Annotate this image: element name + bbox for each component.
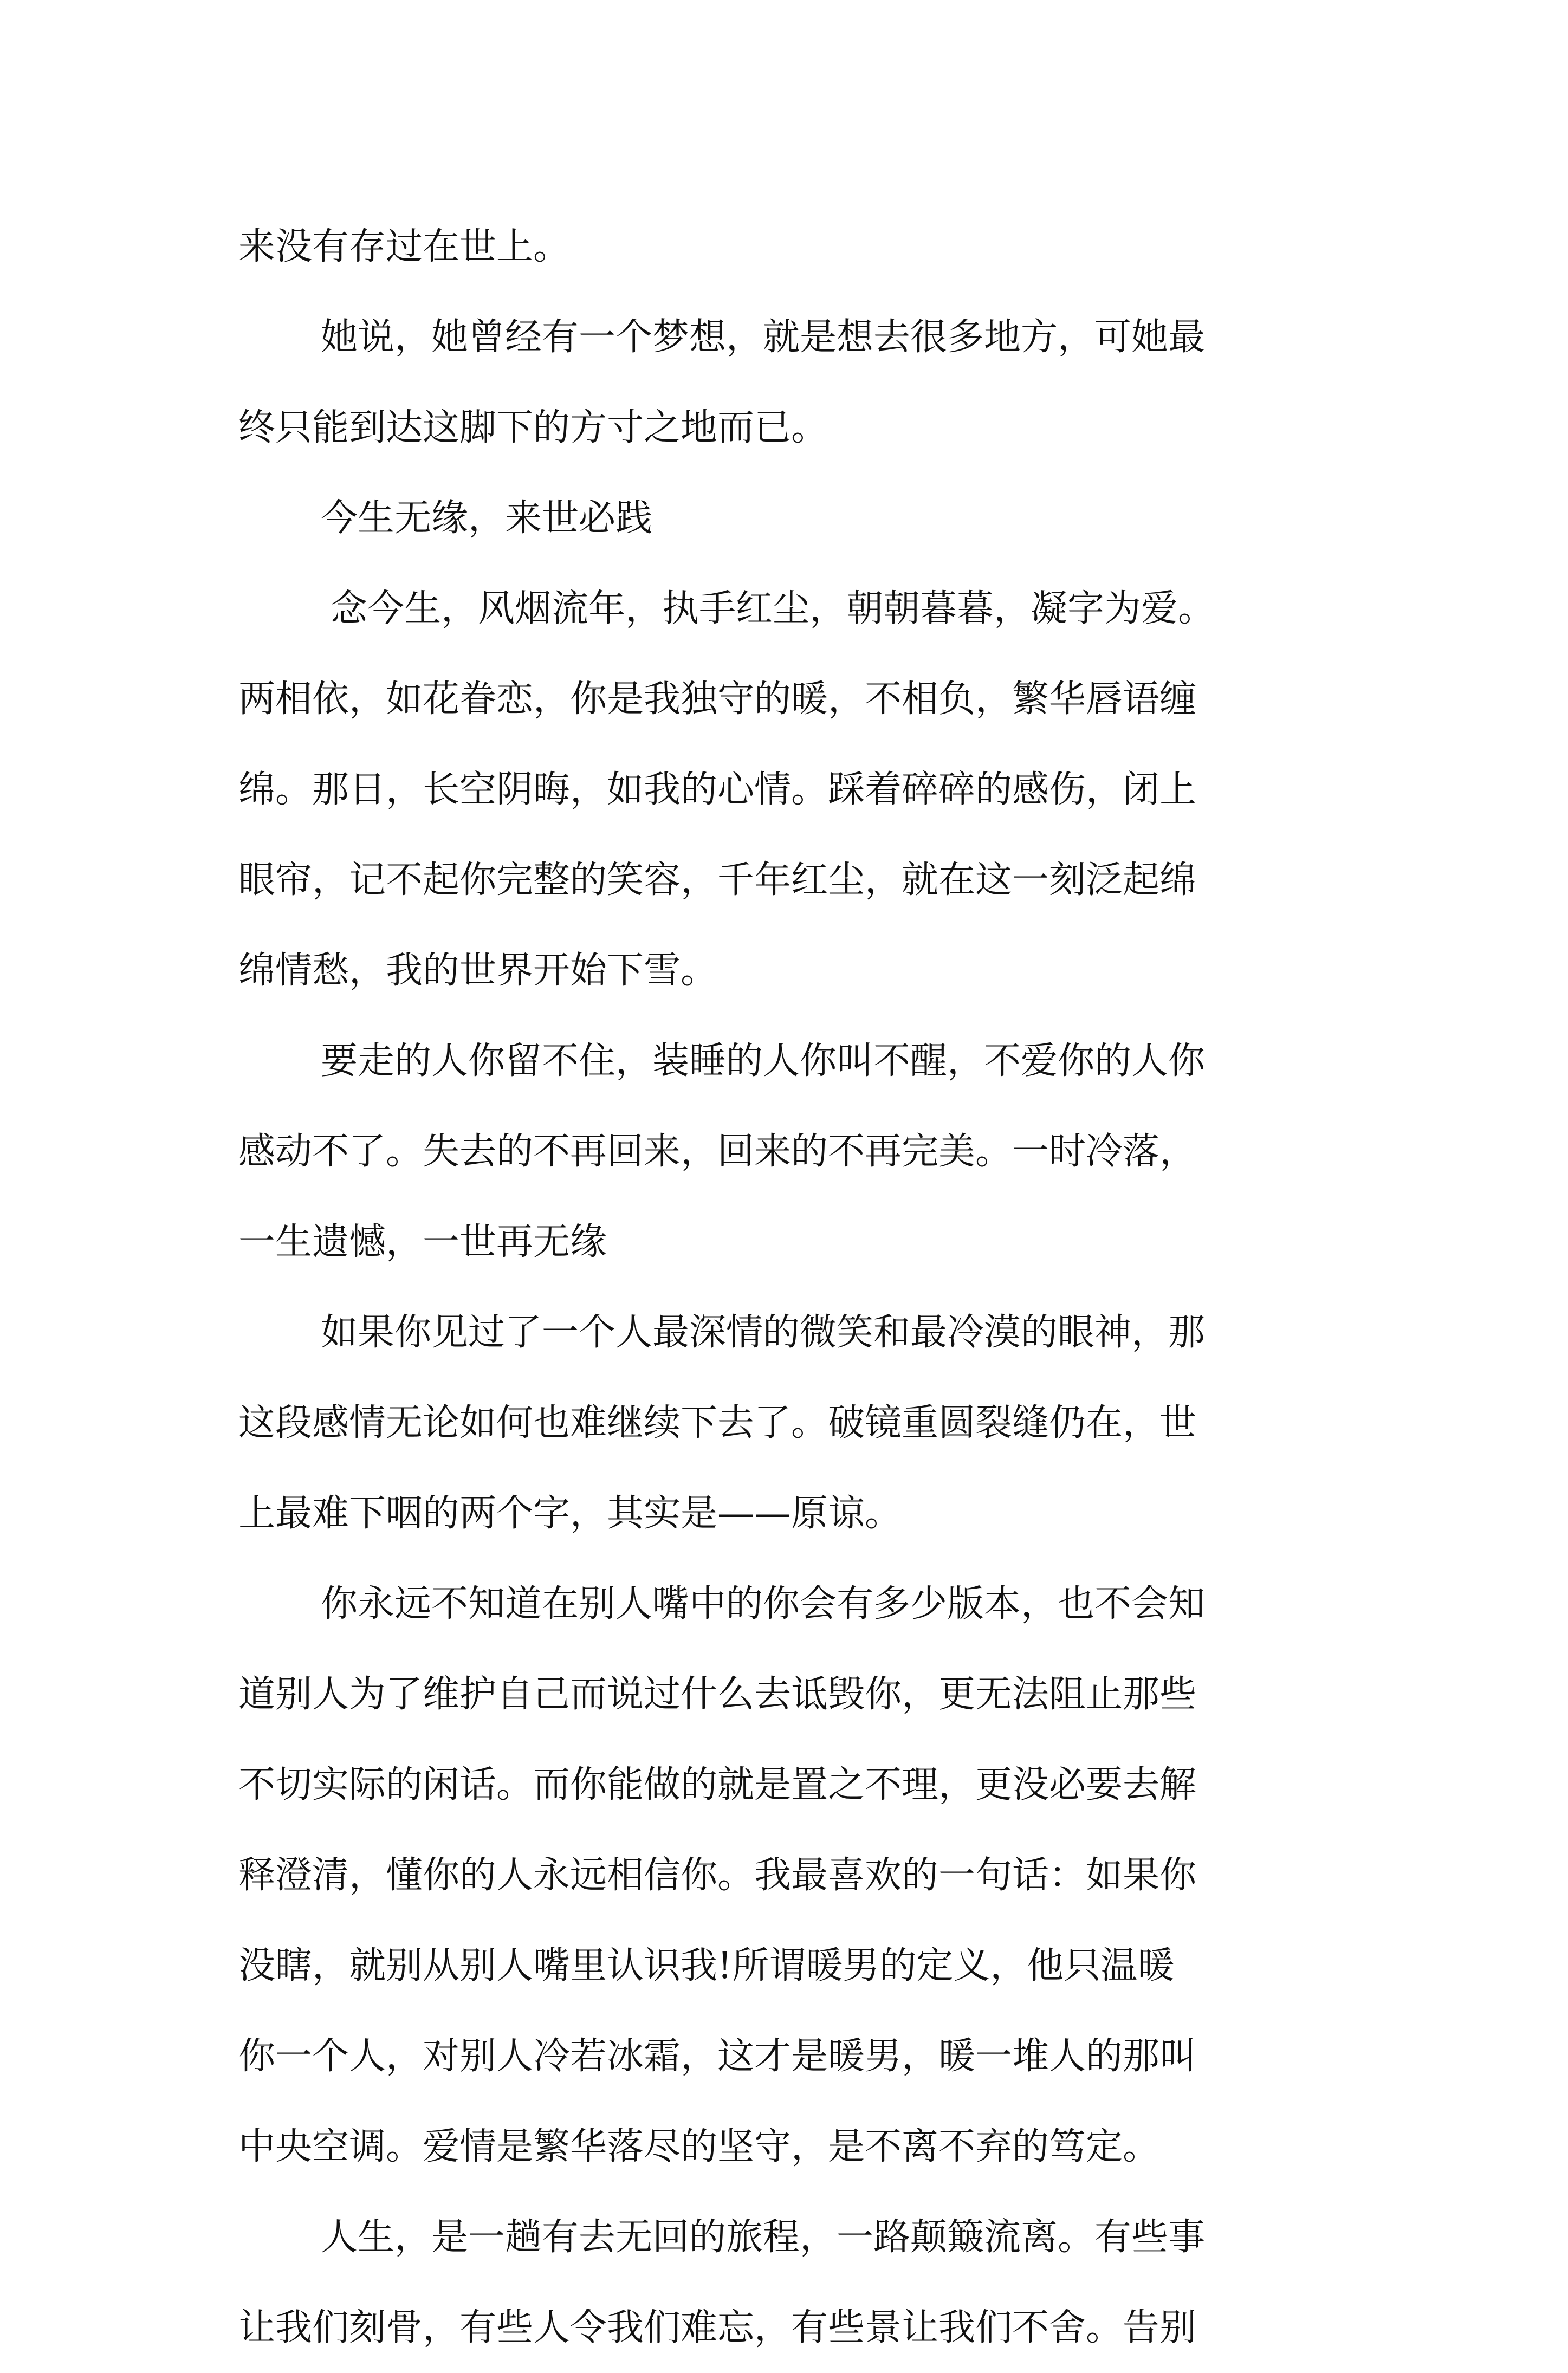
text-line: 这段感情无论如何也难继续下去了。破镜重圆裂缝仍在，世 xyxy=(238,1402,1197,1444)
text-line: 释澄清，懂你的人永远相信你。我最喜欢的一句话：如果你 xyxy=(238,1854,1197,1897)
document-body xyxy=(238,202,1344,2373)
text-line: 感动不了。失去的不再回来，回来的不再完美。一时冷落， xyxy=(238,1130,1197,1173)
paragraph-start-line: 念今生，风烟流年，执手红尘，朝朝暮暮，凝字为爱。 xyxy=(331,587,1215,630)
text-line: 让我们刻骨，有些人令我们难忘，有些景让我们不舍。告别 xyxy=(238,2306,1197,2349)
text-line: 终只能到达这脚下的方寸之地而已。 xyxy=(238,406,828,449)
text-line: 中央空调。爱情是繁华落尽的坚守，是不离不弃的笃定。 xyxy=(238,2125,1160,2168)
paragraph-start-line: 人生，是一趟有去无回的旅程，一路颠簸流离。有些事 xyxy=(321,2216,1206,2259)
text-line: 道别人为了维护自己而说过什么去诋毁你，更无法阻止那些 xyxy=(238,1673,1197,1716)
text-line: 两相依，如花眷恋，你是我独守的暖，不相负，繁华唇语缠 xyxy=(238,678,1197,721)
text-line: 没瞎，就别从别人嘴里认识我!所谓暖男的定义，他只温暖 xyxy=(238,1944,1175,1987)
text-line: 绵情愁，我的世界开始下雪。 xyxy=(238,949,718,992)
text-line: 不切实际的闲话。而你能做的就是置之不理，更没必要去解 xyxy=(238,1763,1197,1806)
paragraph-start-line: 你永远不知道在别人嘴中的你会有多少版本，也不会知 xyxy=(321,1583,1206,1625)
paragraph-start-line: 她说，她曾经有一个梦想，就是想去很多地方，可她最 xyxy=(321,316,1206,359)
text-line: 来没有存过在世上。 xyxy=(238,225,571,268)
text-line: 上最难下咽的两个字，其实是——原谅。 xyxy=(238,1492,902,1535)
text-line: 绵。那日，长空阴晦，如我的心情。踩着碎碎的感伤，闭上 xyxy=(238,768,1197,811)
text-line: 一生遗憾，一世再无缘 xyxy=(238,1221,607,1263)
text-line: 眼帘，记不起你完整的笑容，千年红尘，就在这一刻泛起绵 xyxy=(238,859,1197,902)
paragraph-start-line: 如果你见过了一个人最深情的微笑和最冷漠的眼神，那 xyxy=(321,1311,1206,1354)
text-line: 你一个人，对别人冷若冰霜，这才是暖男，暖一堆人的那叫 xyxy=(238,2035,1197,2078)
paragraph-start-line: 要走的人你留不住，装睡的人你叫不醒，不爱你的人你 xyxy=(321,1040,1206,1082)
subheading-line: 今生无缘，来世必践 xyxy=(321,497,653,540)
